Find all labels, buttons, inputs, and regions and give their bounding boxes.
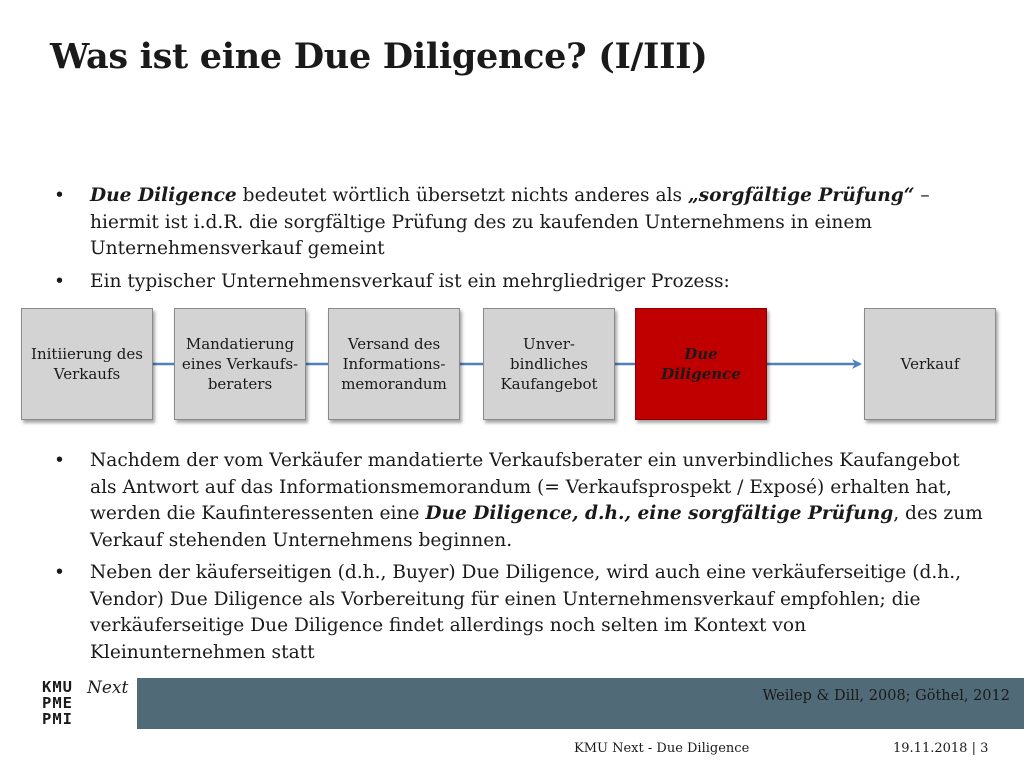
- bullet-item: [52, 560, 987, 666]
- process-step-due-diligence: [635, 308, 767, 420]
- logo-line: PME: [42, 694, 73, 712]
- bullet-text: [90, 183, 987, 263]
- process-step-initiation: [21, 308, 153, 420]
- bullet-list-bottom: [52, 448, 987, 672]
- bullet-text: Ein typischer Unternehmensverkauf ist ein mehrgliedriger Prozess:: [90, 270, 730, 292]
- source-citation: Weilep & Dill, 2008; Göthel, 2012: [762, 688, 1010, 704]
- process-step-label: Due Diligence: [661, 345, 741, 383]
- process-step-label: Verkauf: [900, 355, 960, 373]
- slide-title: Was ist eine Due Diligence? (I/III): [50, 36, 708, 77]
- bullet-marker: •: [54, 270, 65, 292]
- bullet-item: [52, 183, 987, 263]
- bullet-item: [52, 448, 987, 554]
- logo-line: KMU: [42, 678, 73, 696]
- footer-band: [0, 678, 1024, 729]
- bullet-text: Neben der käuferseitigen (d.h., Buyer) Due Diligence, wird auch eine verkäuferseitige (d.h., Vendor) Due Diligence als Vorbereitung für einen Unternehmensverkauf empfohlen; die verkäuferseitige Due Diligence findet allerdings noch selten im Kontext von Kleinunternehmen statt: [90, 562, 962, 663]
- bullet-item: [52, 269, 987, 296]
- logo-line: PMI: [42, 710, 73, 728]
- process-step-offer: [483, 308, 615, 420]
- plain-text: Nachdem der vom Verkäufer mandatierte Verkaufsberater ein unverbindliches Kaufangebot als Antwort auf das Informationsmemorandum (= Verkaufsprospekt / Exposé) erhalten hat, werden die Kaufinteressenten eine: [90, 450, 960, 524]
- logo-text: [42, 679, 73, 727]
- bullet-list-top: [52, 183, 987, 301]
- footer-course-title: KMU Next - Due Diligence: [574, 741, 750, 756]
- process-diagram: [0, 300, 1024, 430]
- emphasis-text: Due Diligence, d.h., eine sorgfältige Prüfung: [425, 503, 894, 524]
- process-step-sale: [864, 308, 996, 420]
- bullet-text: [90, 448, 987, 554]
- logo-next: Next: [87, 678, 129, 698]
- bullet-marker: •: [54, 185, 65, 206]
- plain-text: bedeutet wörtlich übersetzt nichts anderes als: [236, 185, 688, 206]
- kmu-next-logo: [0, 678, 137, 729]
- process-step-mandate: [174, 308, 306, 420]
- footer-date-page: 19.11.2018 | 3: [893, 741, 989, 756]
- process-step-label: Initiierung des Verkaufs: [31, 345, 143, 383]
- emphasis-text: „sorgfältige Prüfung“: [687, 185, 915, 206]
- plain-text: – hiermit ist i.d.R. die sorgfältige Prüfung des zu kaufenden Unternehmens in einem Unternehmensverkauf gemeint: [90, 185, 930, 259]
- bullet-marker: •: [54, 562, 65, 583]
- plain-text: , des zum Verkauf stehenden Unternehmens beginnen.: [90, 503, 983, 551]
- process-step-label: Mandatierung eines Verkaufs-beraters: [181, 335, 299, 393]
- emphasis-text: Due Diligence: [90, 185, 237, 206]
- process-step-label: Versand des Informations-memorandum: [341, 335, 447, 393]
- process-step-memorandum: [328, 308, 460, 420]
- process-step-label: Unver-bindliches Kaufangebot: [500, 335, 598, 393]
- bullet-marker: •: [54, 450, 65, 471]
